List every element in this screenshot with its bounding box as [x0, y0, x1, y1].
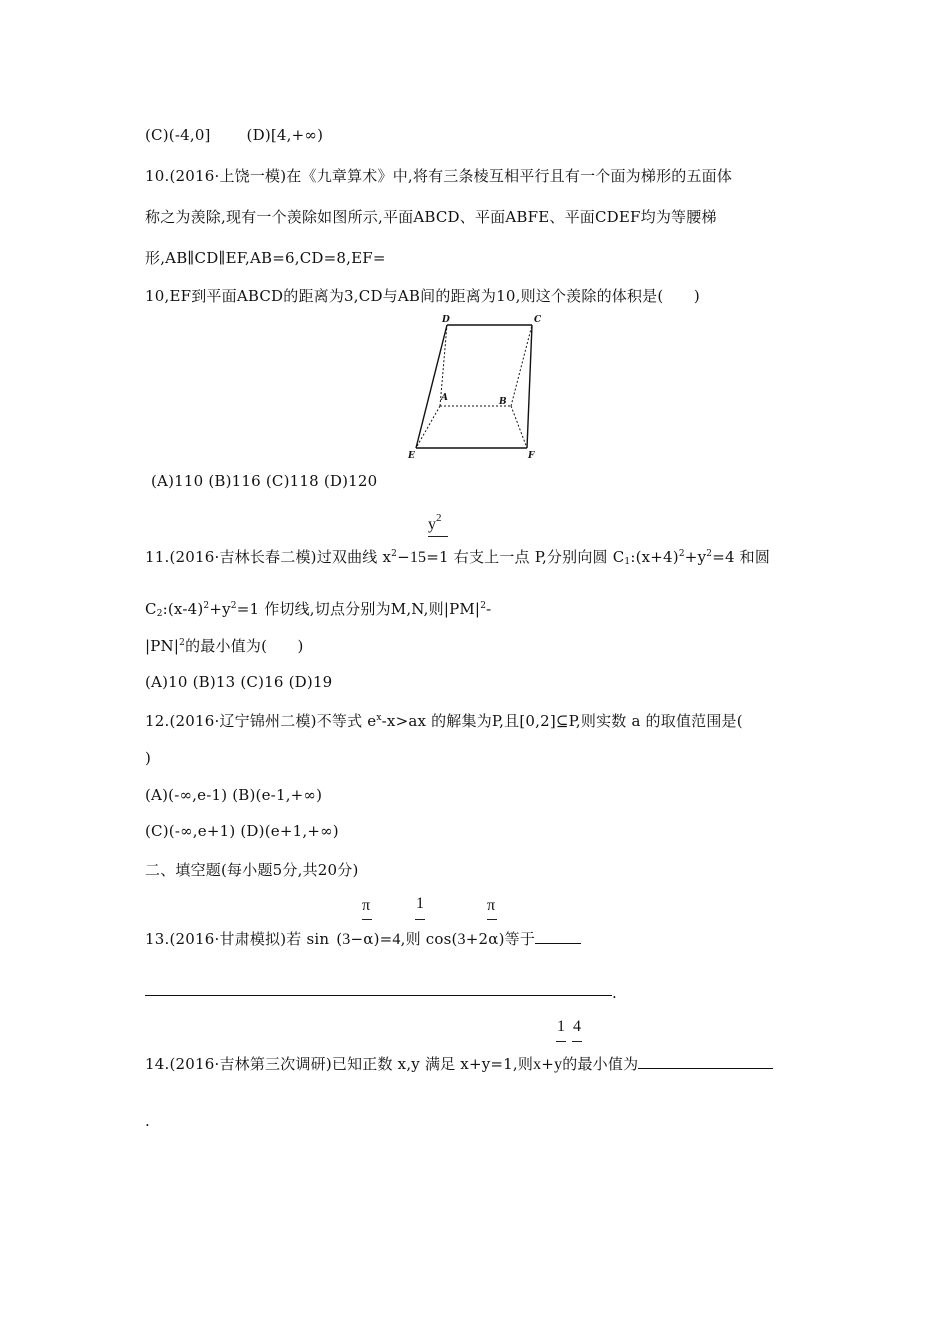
q13-pi1: π: [362, 897, 371, 914]
q11-stem-line1: 11.(2016·吉林长春二模)过双曲线 $x^2-15=1$ 右支上一点 P,分别向圆 $C_1:(x+4)^2+y^2=4$ 和圆: [145, 548, 771, 567]
section-title: 二、填空题(每小题5分,共20分): [145, 861, 359, 879]
q14-end-period: .: [145, 1112, 150, 1130]
q13-den3: 3: [457, 931, 466, 948]
label-b: B: [499, 397, 507, 407]
q10-stem-line1: 10.(2016·上饶一模)在《九章算术》中,将有三条棱互相平行且有一个面为梯形的五面体: [145, 167, 733, 185]
q13-answer-blank[interactable]: [535, 931, 581, 944]
label-a: A: [441, 393, 448, 403]
q14-answer-blank[interactable]: [638, 1056, 773, 1069]
q14-bar2: [572, 1041, 582, 1042]
q13-stem: 13.(2016·甘肃模拟)若 sin (3−α)=4,则 cos(3+2α)等于: [145, 928, 581, 949]
q13-bar2: [415, 919, 425, 920]
q13-bar3: [487, 919, 497, 920]
q13-den2: 4: [392, 931, 401, 948]
q10-stem-line2: 称之为羡除,现有一个羡除如图所示,平面ABCD、平面ABFE、平面CDEF均为等腰梯: [145, 208, 717, 226]
q11-options: (A)10 (B)13 (C)16 (D)19: [145, 673, 333, 691]
q14-num2: 4: [573, 1018, 581, 1035]
q13-pi2: π: [487, 897, 496, 914]
q14-bar1: [556, 1041, 566, 1042]
q11-stem-line3: $|PN|^2$的最小值为( ): [145, 637, 304, 655]
q12-options-ab: (A)(-∞,e-1) (B)(e-1,+∞): [145, 786, 323, 804]
q13-end-period: .: [612, 984, 617, 1002]
q13-answer-line[interactable]: [145, 995, 612, 996]
label-c: C: [534, 315, 542, 325]
q13-bar1: [362, 919, 372, 920]
q12-stem-line1: 12.(2016·辽宁锦州二模)不等式 $e^x-x>ax$ 的解集为P,且[0,2]⊆P,则实数 a 的取值范围是(: [145, 712, 743, 730]
q11-frac-denominator: 15: [409, 549, 427, 566]
q13-den1: 3: [342, 931, 351, 948]
q9-option-c: (C)(-4,0]: [145, 126, 211, 144]
q14-den1: x: [533, 1056, 542, 1073]
edge-de: [416, 325, 447, 448]
q14-den2: y: [554, 1056, 563, 1073]
q13-one: 1: [416, 895, 424, 912]
q11-frac-numerator: $y^2$: [428, 512, 442, 533]
q12-stem-line2: ): [145, 749, 152, 767]
q14-stem: 14.(2016·吉林第三次调研)已知正数 x,y 满足 x+y=1,则x+y的最小值为: [145, 1053, 773, 1074]
edge-cf: [527, 325, 532, 448]
q10-options: (A)110 (B)116 (C)118 (D)120: [151, 472, 378, 490]
q11-stem-line2: $C_2:(x-4)^2+y^2=1$ 作切线,切点分别为M,N,则$|PM|^2-$: [145, 600, 492, 619]
edge-bf: [511, 406, 527, 448]
q9-option-d: (D)[4,+∞): [246, 126, 324, 144]
label-f: F: [528, 451, 535, 461]
q11-frac-bar: [428, 536, 448, 537]
label-d: D: [442, 315, 450, 325]
q10-stem-line3: 形,AB∥CD∥EF,AB=6,CD=8,EF=: [145, 249, 386, 267]
q9-options-line: [145, 126, 323, 144]
label-e: E: [408, 451, 415, 461]
q10-figure: [400, 312, 560, 462]
edge-ae: [416, 406, 440, 448]
q14-num1: 1: [557, 1018, 565, 1035]
q10-stem-line4: 10,EF到平面ABCD的距离为3,CD与AB间的距离为10,则这个羡除的体积是( ): [145, 287, 700, 305]
q12-options-cd: (C)(-∞,e+1) (D)(e+1,+∞): [145, 822, 339, 840]
